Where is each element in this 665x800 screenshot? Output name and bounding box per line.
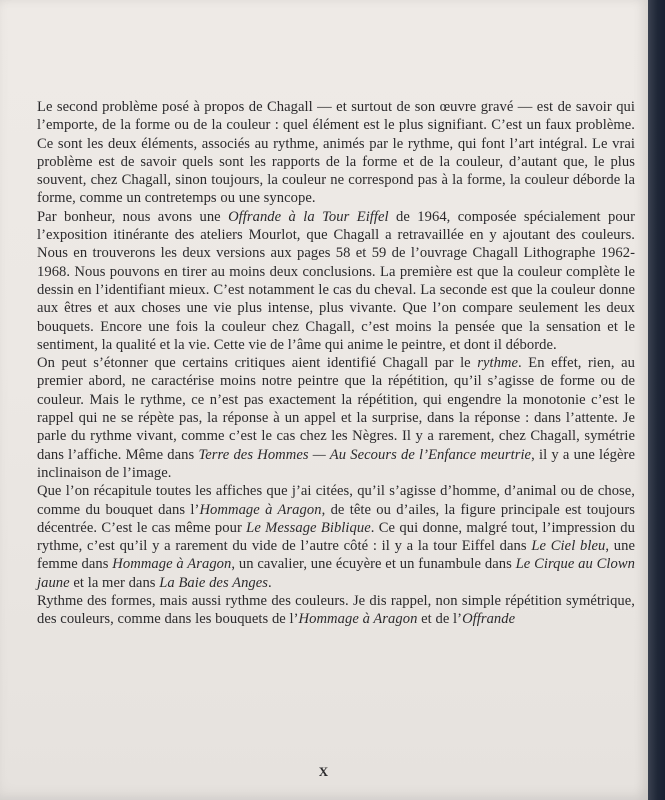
artwork-title: Le Ciel bleu	[531, 538, 606, 555]
paragraph-offrande-tour-eiffel	[37, 208, 635, 354]
text-segment: Que l’on récapitule toutes les affiches que j’ai citées, qu’il s’agisse d’homme, d’animal ou de chose, comme du bouquet dans l’	[37, 483, 635, 518]
artwork-title: La Baie des Anges	[159, 574, 269, 591]
artwork-title: Offrande	[462, 611, 516, 628]
artwork-title: Hommage à Aragon	[112, 556, 232, 573]
paragraph-rhythm	[37, 354, 635, 482]
artwork-title: Terre des Hommes — Au Secours de l’Enfance meurtrie	[198, 446, 532, 463]
text-segment: et de l’	[417, 611, 463, 628]
book-cover-edge	[648, 0, 665, 800]
paragraph-color-rhythm	[37, 592, 635, 629]
emphasis-term: rythme	[477, 355, 519, 372]
paragraph-posters-recap	[37, 482, 635, 592]
text-segment: . En effet, rien, au premier abord, ne caractérise moins notre peintre que la répétition, qu’il s’agisse de forme ou de couleur. Mais le rythme, ce n’est pas exactement la répétition, qui engendre la monotonie c’est le rappel qui ne se répète pas, la réponse à un appel et la surprise, dans la réponse : dans l’attente. Je parle du rythme vivant, comme c’est le cas chez les Nègres. Il y a rarement, chez Chagall, symétrie dans l’affiche. Même dans	[37, 355, 635, 463]
text-segment: . Ce qui donne, malgré tout, l’impression du rythme, c’est qu’il y a rarement du vide de l’autre côté : il y a la tour Eiffel dans	[37, 519, 635, 555]
artwork-title: Hommage à Aragon	[298, 611, 418, 628]
artwork-title: Hommage à Aragon	[199, 501, 322, 518]
text-segment: , de tête ou d’ailes, la figure principale est toujours décentrée. C’est le cas même pour	[37, 501, 635, 536]
text-segment: On peut s’étonner que certains critiques aient identifié Chagall par le	[37, 355, 478, 372]
page-number: X	[318, 764, 330, 779]
text-segment: , une femme dans	[37, 538, 635, 573]
paragraph-form-and-color	[37, 98, 635, 208]
text-segment: , il y a une légère inclinaison de l’image.	[37, 446, 635, 481]
text-segment: et la mer dans	[69, 574, 160, 591]
text-segment: de 1964, composée spécialement pour l’exposition itinérante des ateliers Mourlot, que Chagall a retravaillée en y ajoutant des couleurs. Nous en trouverons les deux versions aux pages 58 et 59 de l’ouvrage Chagall Lithographe 1962-1968. Nous pouvons en tirer au moins deux conclusions. La première est que la couleur complète le dessin en l’identifiant mieux. C’est notamment le cas du cheval. La seconde est que la couleur donne aux êtres et aux choses une vie plus intense, plus vivante. Que l’on compare seulement les deux bouquets. Encore une fois la couleur chez Chagall, c’est moins la pensée que la sensation et le sentiment, la qualité et la vie. Cette vie de l’âme qui anime le peintre, et dont il déborde.	[37, 208, 635, 353]
text-segment: .	[268, 574, 272, 591]
text-segment: , un cavalier, une écuyère et un funambule dans	[231, 556, 516, 573]
text-segment: Par bonheur, nous avons une	[37, 208, 229, 225]
artwork-title: Offrande à la Tour Eiffel	[228, 208, 389, 225]
text-segment: Rythme des formes, mais aussi rythme des couleurs. Je dis rappel, non simple répétition symétrique, des couleurs, comme dans les bouquets de l’	[37, 593, 635, 628]
body-text	[37, 98, 635, 629]
text-segment: Le second problème posé à propos de Chagall — et surtout de son œuvre gravé — est de savoir qui l’emporte, de la forme ou de la couleur : quel élément est le plus signifiant. C’est un faux problème. Ce sont les deux éléments, associés au rythme, animés par le rythme, qui font l’art intégral. Le vrai problème est de savoir quels sont les rapports de la forme et de la couleur, d’autant que, le plus souvent, chez Chagall, sinon toujours, la couleur ne correspond pas à la forme, la couleur déborde la forme, comme un contretemps ou une syncope.	[37, 99, 635, 207]
artwork-title: Le Cirque au Clown jaune	[37, 556, 635, 591]
artwork-title: Le Message Biblique	[246, 519, 371, 536]
